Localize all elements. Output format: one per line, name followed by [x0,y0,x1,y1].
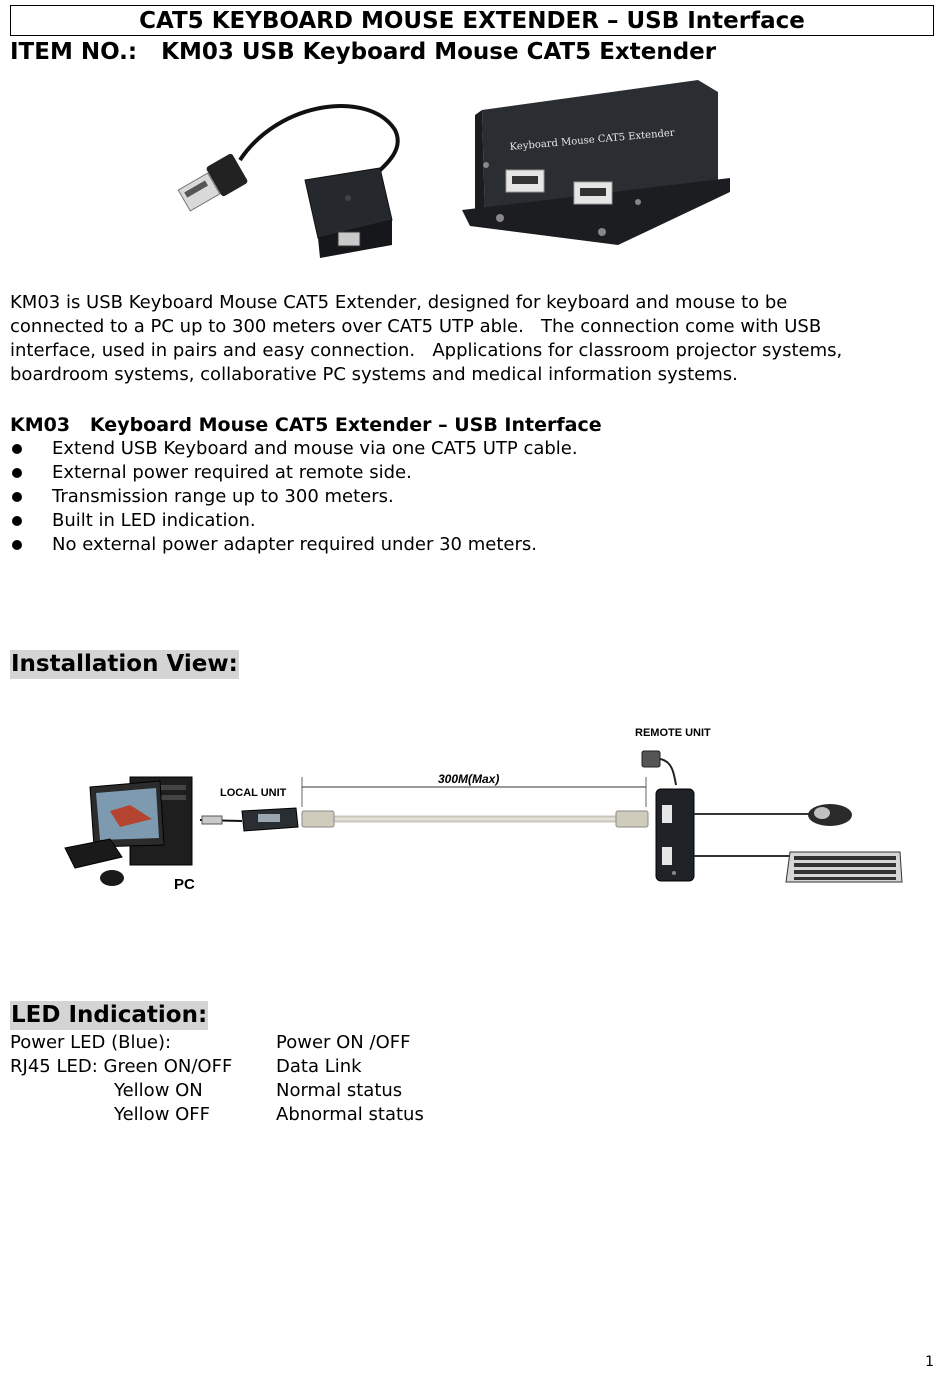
feature-text: Built in LED indication. [52,510,256,531]
led-row [10,1079,610,1103]
led-row [10,1055,610,1079]
product-description [10,291,930,387]
feature-item [10,509,578,533]
usb-plug [178,153,248,211]
item-no-value: KM03 USB Keyboard Mouse CAT5 Extender [161,39,717,65]
feature-text: No external power adapter required under 30 meters. [52,534,537,555]
led-heading: LED Indication: [11,1002,208,1028]
bullet-icon [12,492,22,502]
led-meaning: Power ON /OFF [276,1032,411,1053]
bullet-icon [12,516,22,526]
description-line: boardroom systems, collaborative PC systems and medical information systems. [10,364,738,385]
feature-text: Extend USB Keyboard and mouse via one CAT5 UTP cable. [52,438,578,459]
item-no-label: ITEM NO.: [10,39,138,65]
led-indication-table [10,1031,610,1127]
document-title: CAT5 KEYBOARD MOUSE EXTENDER – USB Interface [10,5,934,36]
cat5-cable [302,811,648,827]
installation-diagram [60,715,920,905]
feature-text: External power required at remote side. [52,462,412,483]
bullet-icon [12,468,22,478]
distance-marker [302,772,646,807]
usb-cable [240,106,398,175]
description-line: connected to a PC up to 300 meters over CAT5 UTP able. The connection come with USB [10,316,822,337]
led-name: RJ45 LED: Green ON/OFF [10,1056,233,1077]
mouse-illustration [808,804,852,826]
feature-item [10,485,578,509]
keyboard-illustration [786,852,902,882]
remote-unit-label: REMOTE UNIT [635,727,711,739]
led-row [10,1103,610,1127]
item-number-line [10,37,716,67]
product-photos [170,70,730,265]
led-name: Power LED (Blue): [10,1032,172,1053]
feature-item [10,533,578,557]
feature-text: Transmission range up to 300 meters. [52,486,394,507]
pc-illustration [65,777,195,893]
feature-list [10,437,578,557]
pc-label: PC [174,876,195,893]
distance-label: 300M(Max) [438,772,500,786]
bullet-icon [12,444,22,454]
led-name: Yellow ON [114,1080,203,1101]
features-heading: KM03 Keyboard Mouse CAT5 Extender – USB Interface [10,414,602,436]
local-dongle [305,168,392,258]
led-meaning: Data Link [276,1056,362,1077]
led-meaning: Normal status [276,1080,403,1101]
local-unit-label: LOCAL UNIT [220,787,287,799]
remote-box-label: Keyboard Mouse CAT5 Extender [509,127,676,153]
led-meaning: Abnormal status [276,1104,424,1125]
feature-item [10,437,578,461]
remote-box [462,80,730,245]
led-name: Yellow OFF [114,1104,211,1125]
led-row [10,1031,610,1055]
description-line: interface, used in pairs and easy connection. Applications for classroom projector systems, [10,340,843,361]
description-line: KM03 is USB Keyboard Mouse CAT5 Extender, designed for keyboard and mouse to be [10,292,788,313]
bullet-icon [12,540,22,550]
local-unit [220,787,298,831]
installation-heading: Installation View: [11,651,238,677]
page-number: 1 [925,1354,934,1370]
feature-item [10,461,578,485]
